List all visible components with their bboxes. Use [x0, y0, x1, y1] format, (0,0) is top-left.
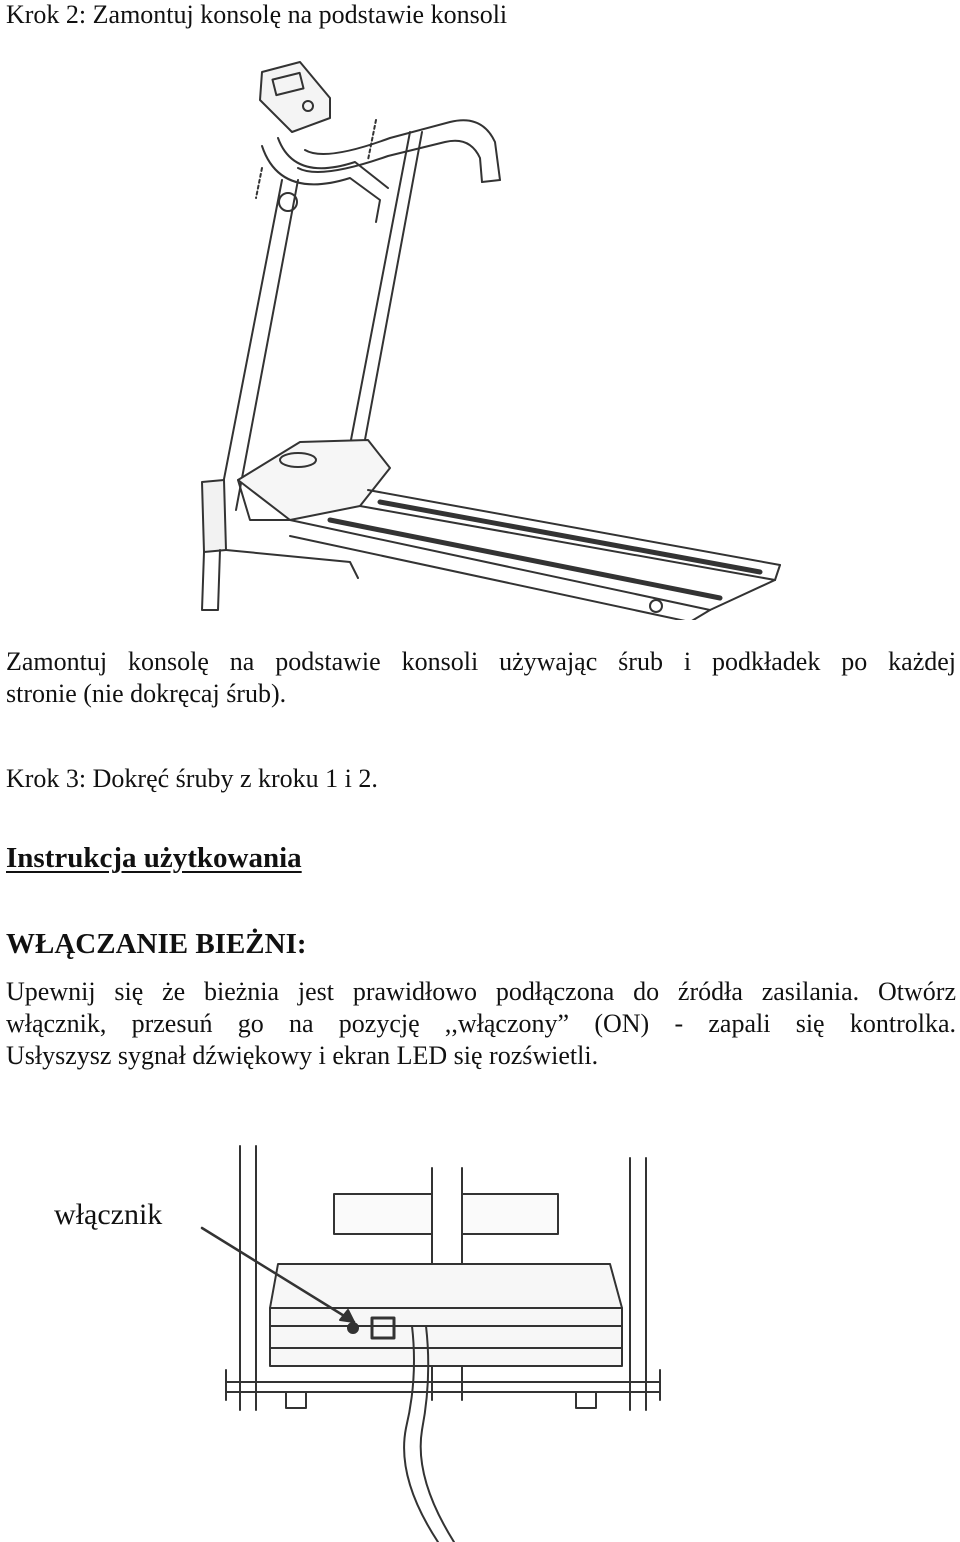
- section-title: Instrukcja użytkowania: [6, 842, 302, 874]
- step2-paragraph: [6, 646, 956, 710]
- power-text-line3: Usłyszysz sygnał dźwiękowy i ekran LED się rozświetli.: [6, 1041, 599, 1070]
- step3-title: Krok 3: Dokręć śruby z kroku 1 i 2.: [6, 764, 378, 793]
- step2-text-line2: stronie (nie dokręcaj śrub).: [6, 679, 287, 708]
- power-switch-label: włącznik: [54, 1198, 163, 1231]
- power-on-paragraph: [6, 976, 956, 1072]
- power-text-line2: włącznik, przesuń go na pozycję ,,włączony” (ON) - zapali się kontrolka.: [6, 1009, 956, 1038]
- step2-title: Krok 2: Zamontuj konsolę na podstawie konsoli: [6, 0, 508, 29]
- power-text-line1: Upewnij się że bieżnia jest prawidłowo podłączona do źródła zasilania. Otwórz: [6, 977, 956, 1006]
- power-switch-figure: [190, 1138, 670, 1542]
- power-on-heading: WŁĄCZANIE BIEŻNI:: [6, 928, 307, 960]
- step2-text-line1: Zamontuj konsolę na podstawie konsoli używając śrub i podkładek po każdej: [6, 647, 956, 676]
- treadmill-assembly-figure: [190, 50, 790, 620]
